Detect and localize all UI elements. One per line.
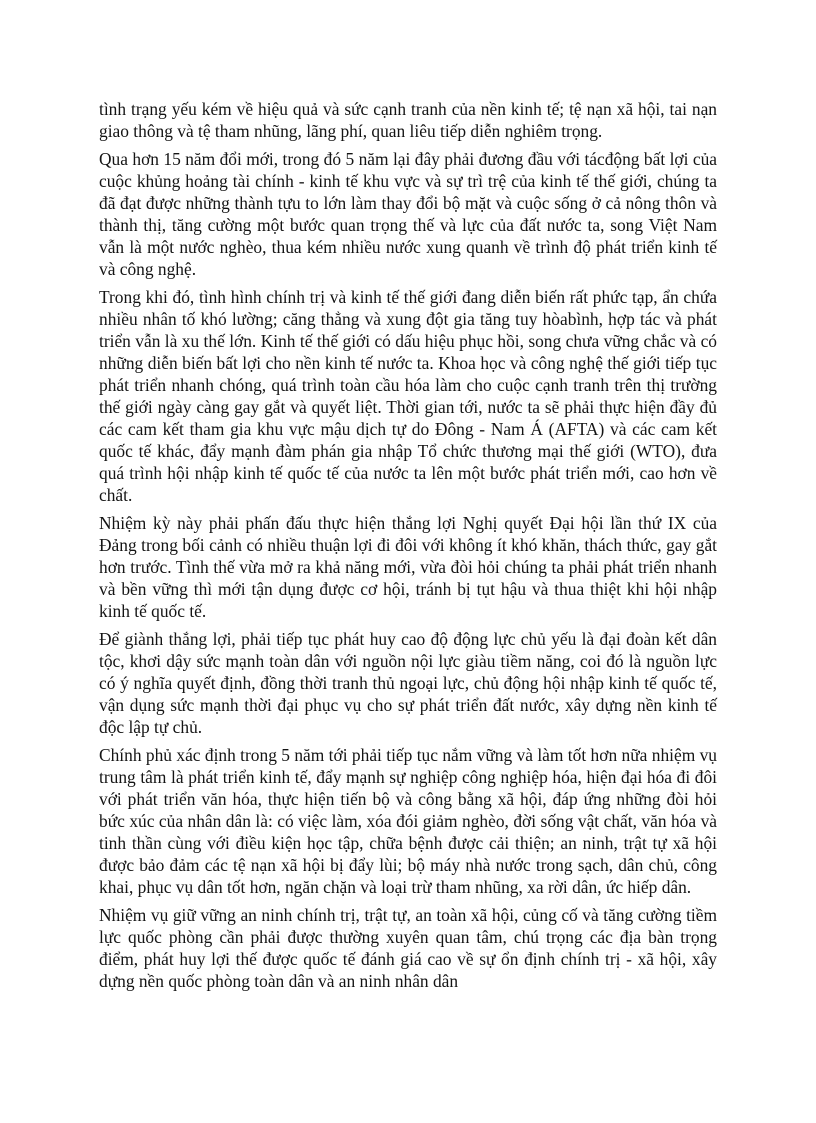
- document-page: [99, 98, 717, 998]
- paragraph-4: Nhiệm kỳ này phải phấn đấu thực hiện thắng lợi Nghị quyết Đại hội lần thứ IX của Đảng trong bối cảnh có nhiều thuận lợi đi đôi với không ít khó khăn, thách thức, gay gắt hơn trước. Tình thế vừa mở ra khả năng mới, vừa đòi hỏi chúng ta phải phát triển nhanh và bền vững thì mới tận dụng được cơ hội, tránh bị tụt hậu và thua thiệt khi hội nhập kinh tế quốc tế.: [99, 513, 717, 621]
- paragraph-2: Qua hơn 15 năm đổi mới, trong đó 5 năm lại đây phải đương đầu với tácđộng bất lợi của cuộc khủng hoảng tài chính - kinh tế khu vực và sự trì trệ của kinh tế thế giới, chúng ta đã đạt được những thành tựu to lớn làm thay đổi bộ mặt và cuộc sống ở cả nông thôn và thành thị, tăng cường một bước quan trọng thế và lực của đất nước ta, song Việt Nam vẫn là một nước nghèo, thua kém nhiều nước xung quanh về trình độ phát triển kinh tế và công nghệ.: [99, 149, 717, 279]
- paragraph-3: Trong khi đó, tình hình chính trị và kinh tế thế giới đang diễn biến rất phức tạp, ẩn chứa nhiều nhân tố khó lường; căng thẳng và xung đột gia tăng tuy hòabình, hợp tác và phát triển vẫn là xu thế lớn. Kinh tế thế giới có dấu hiệu phục hồi, song chưa vững chắc và có những diễn biến bất lợi cho nền kinh tế nước ta. Khoa học và công nghệ thế giới tiếp tục phát triển nhanh chóng, quá trình toàn cầu hóa làm cho cuộc cạnh tranh trên thị trường thế giới ngày càng gay gắt và quyết liệt. Thời gian tới, nước ta sẽ phải thực hiện đầy đủ các cam kết tham gia khu vực mậu dịch tự do Đông - Nam Á (AFTA) và các cam kết quốc tế khác, đẩy mạnh đàm phán gia nhập Tổ chức thương mại thế giới (WTO), đưa quá trình hội nhập kinh tế quốc tế của nước ta lên một bước phát triển mới, cao hơn về chất.: [99, 287, 717, 505]
- paragraph-7: Nhiệm vụ giữ vững an ninh chính trị, trật tự, an toàn xã hội, củng cố và tăng cường tiềm lực quốc phòng cần phải được thường xuyên quan tâm, chú trọng các địa bàn trọng điểm, phát huy lợi thế được quốc tế đánh giá cao về sự ổn định chính trị - xã hội, xây dựng nền quốc phòng toàn dân và an ninh nhân dân: [99, 905, 717, 991]
- paragraph-1: tình trạng yếu kém về hiệu quả và sức cạnh tranh của nền kinh tế; tệ nạn xã hội, tai nạn giao thông và tệ tham nhũng, lãng phí, quan liêu tiếp diễn nghiêm trọng.: [99, 99, 717, 141]
- paragraph-5: Để giành thắng lợi, phải tiếp tục phát huy cao độ động lực chủ yếu là đại đoàn kết dân tộc, khơi dậy sức mạnh toàn dân với nguồn nội lực giàu tiềm năng, coi đó là nguồn lực có ý nghĩa quyết định, đồng thời tranh thủ ngoại lực, chủ động hội nhập kinh tế quốc tế, vận dụng sức mạnh thời đại phục vụ cho sự phát triển đất nước, xây dựng nền kinh tế độc lập tự chủ.: [99, 629, 717, 737]
- paragraph-6: Chính phủ xác định trong 5 năm tới phải tiếp tục nắm vững và làm tốt hơn nữa nhiệm vụ trung tâm là phát triển kinh tế, đẩy mạnh sự nghiệp công nghiệp hóa, hiện đại hóa đi đôi với phát triển văn hóa, thực hiện tiến bộ và công bằng xã hội, đáp ứng những đòi hỏi bức xúc của nhân dân là: có việc làm, xóa đói giảm nghèo, đời sống vật chất, văn hóa và tinh thần cùng với điều kiện học tập, chữa bệnh được cải thiện; an ninh, trật tự xã hội được bảo đảm các tệ nạn xã hội bị đẩy lùi; bộ máy nhà nước trong sạch, dân chủ, công khai, phục vụ dân tốt hơn, ngăn chặn và loại trừ tham nhũng, xa rời dân, ức hiếp dân.: [99, 745, 717, 897]
